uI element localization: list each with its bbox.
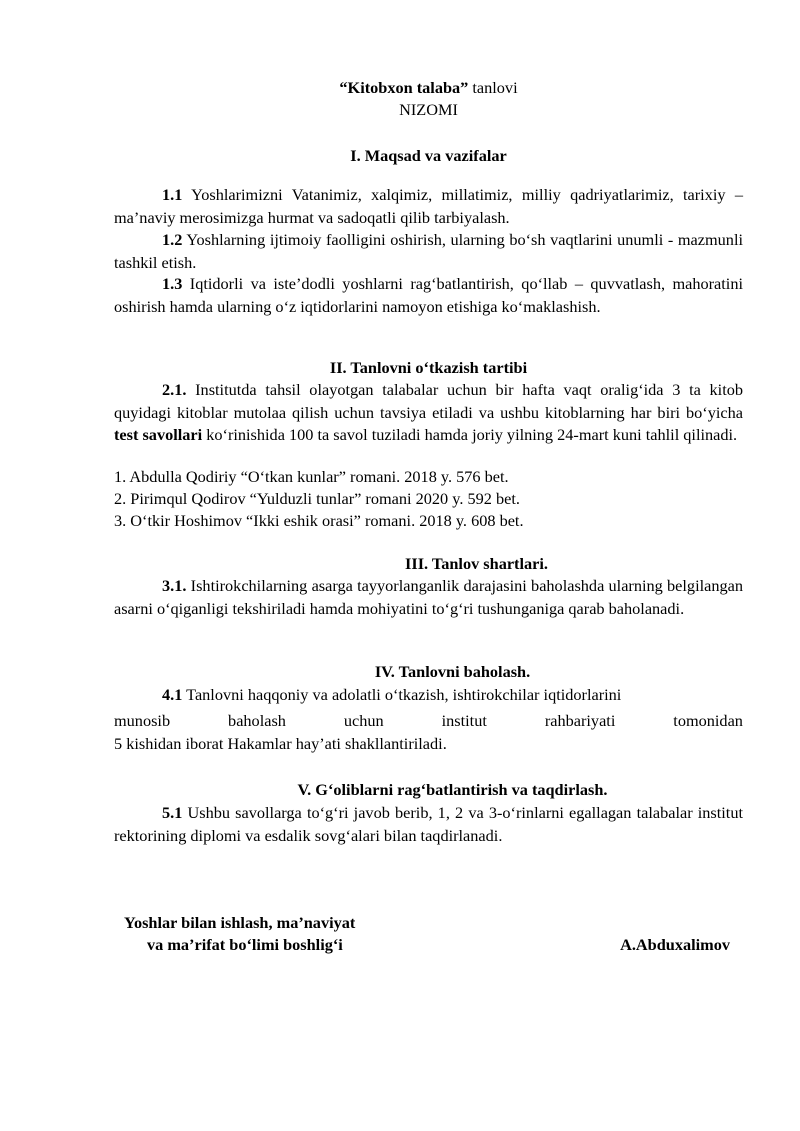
paragraph-number: 2.1. <box>162 380 187 399</box>
paragraph-text: ko‘rinishida 100 ta savol tuziladi hamda joriy yilning 24-mart kuni tahlil qilinadi. <box>202 425 738 444</box>
paragraph-1-3 <box>114 273 743 318</box>
word: institut <box>441 711 487 730</box>
paragraph-number: 1.3 <box>162 274 183 293</box>
word: munosib <box>114 711 171 730</box>
book-item-2: 2. Pirimqul Qodirov “Yulduzli tunlar” romani 2020 y. 592 bet. <box>114 489 520 508</box>
paragraph-text: Yoshlarimizni Vatanimiz, xalqimiz, millatimiz, milliy qadriyatlarimiz, tarixiy – ma’naviy merosimizga hurmat va sadoqatli qilib tarbiyalash. <box>114 185 743 227</box>
signature-position-line-1: Yoshlar bilan ishlash, ma’naviyat <box>124 913 356 932</box>
word: tomonidan <box>673 711 743 730</box>
paragraph-4-1-line-2 <box>114 710 743 733</box>
paragraph-5-1 <box>114 802 743 847</box>
title-contest-word: tanlovi <box>468 78 518 97</box>
document-subtitle: NIZOMI <box>399 100 458 119</box>
title-contest-name: “Kitobxon talaba” <box>339 78 469 97</box>
book-item-1: 1. Abdulla Qodiriy “O‘tkan kunlar” romani. 2018 y. 576 bet. <box>114 467 509 486</box>
paragraph-number: 1.1 <box>162 185 183 204</box>
paragraph-4-1 <box>114 684 743 707</box>
book-item-3: 3. O‘tkir Hoshimov “Ikki eshik orasi” romani. 2018 y. 608 bet. <box>114 511 524 530</box>
paragraph-bold-phrase: test savollari <box>114 425 203 444</box>
paragraph-text: Tanlovni haqqoniy va adolatli o‘tkazish, ishtirokchilar iqtidorlarini <box>182 685 622 704</box>
section-4-heading: IV. Tanlovni baholash. <box>374 662 531 681</box>
paragraph-text: Yoshlarning ijtimoiy faolligini oshirish, ularning bo‘sh vaqtlarini unumli - mazmunli tashkil etish. <box>114 230 743 272</box>
paragraph-text: Ishtirokchilarning asarga tayyorlanganlik darajasini baholashda ularning belgilangan asarni o‘qiganligi tekshiriladi hamda mohiyatini to‘g‘ri tushunganiga qarab baholanadi. <box>114 576 743 618</box>
paragraph-1-2 <box>114 229 743 274</box>
section-2-heading: II. Tanlovni o‘tkazish tartibi <box>329 358 528 377</box>
paragraph-text: Institutda tahsil olayotgan talabalar uchun bir hafta vaqt oralig‘ida 3 ta kitob quyidagi kitoblar mutolaa qilish uchun tavsiya etiladi va ushbu kitoblarning har biri bo‘yicha <box>114 380 743 422</box>
paragraph-1-1 <box>114 184 743 229</box>
word: rahbariyati <box>544 711 616 730</box>
paragraph-text: Ushbu savollarga to‘g‘ri javob berib, 1, 2 va 3-o‘rinlarni egallagan talabalar institut rektorining diplomi va esdalik sovg‘alari bilan taqdirlanadi. <box>114 803 743 845</box>
paragraph-number: 1.2 <box>162 230 183 249</box>
signature-name: A.Abduxalimov <box>620 935 730 954</box>
paragraph-number: 4.1 <box>162 685 183 704</box>
section-5-heading: V. G‘oliblarni rag‘batlantirish va taqdirlash. <box>297 780 608 799</box>
paragraph-2-1 <box>114 379 743 447</box>
paragraph-4-1-line-3: 5 kishidan iborat Hakamlar hay’ati shakllantiriladi. <box>114 734 447 753</box>
word: uchun <box>343 711 384 730</box>
paragraph-number: 3.1. <box>162 576 187 595</box>
word: baholash <box>228 711 286 730</box>
paragraph-text: Iqtidorli va iste’dodli yoshlarni rag‘batlantirish, qo‘llab – quvvatlash, mahoratini oshirish hamda ularning o‘z iqtidorlarini namoyon etishiga ko‘maklashish. <box>114 274 743 316</box>
paragraph-number: 5.1 <box>162 803 183 822</box>
document-title <box>114 77 743 100</box>
section-1-heading: I. Maqsad va vazifalar <box>350 146 507 165</box>
signature-position-line-2: va ma’rifat bo‘limi boshlig‘i <box>147 935 343 954</box>
paragraph-3-1 <box>114 575 743 620</box>
section-3-heading: III. Tanlov shartlari. <box>405 554 548 573</box>
